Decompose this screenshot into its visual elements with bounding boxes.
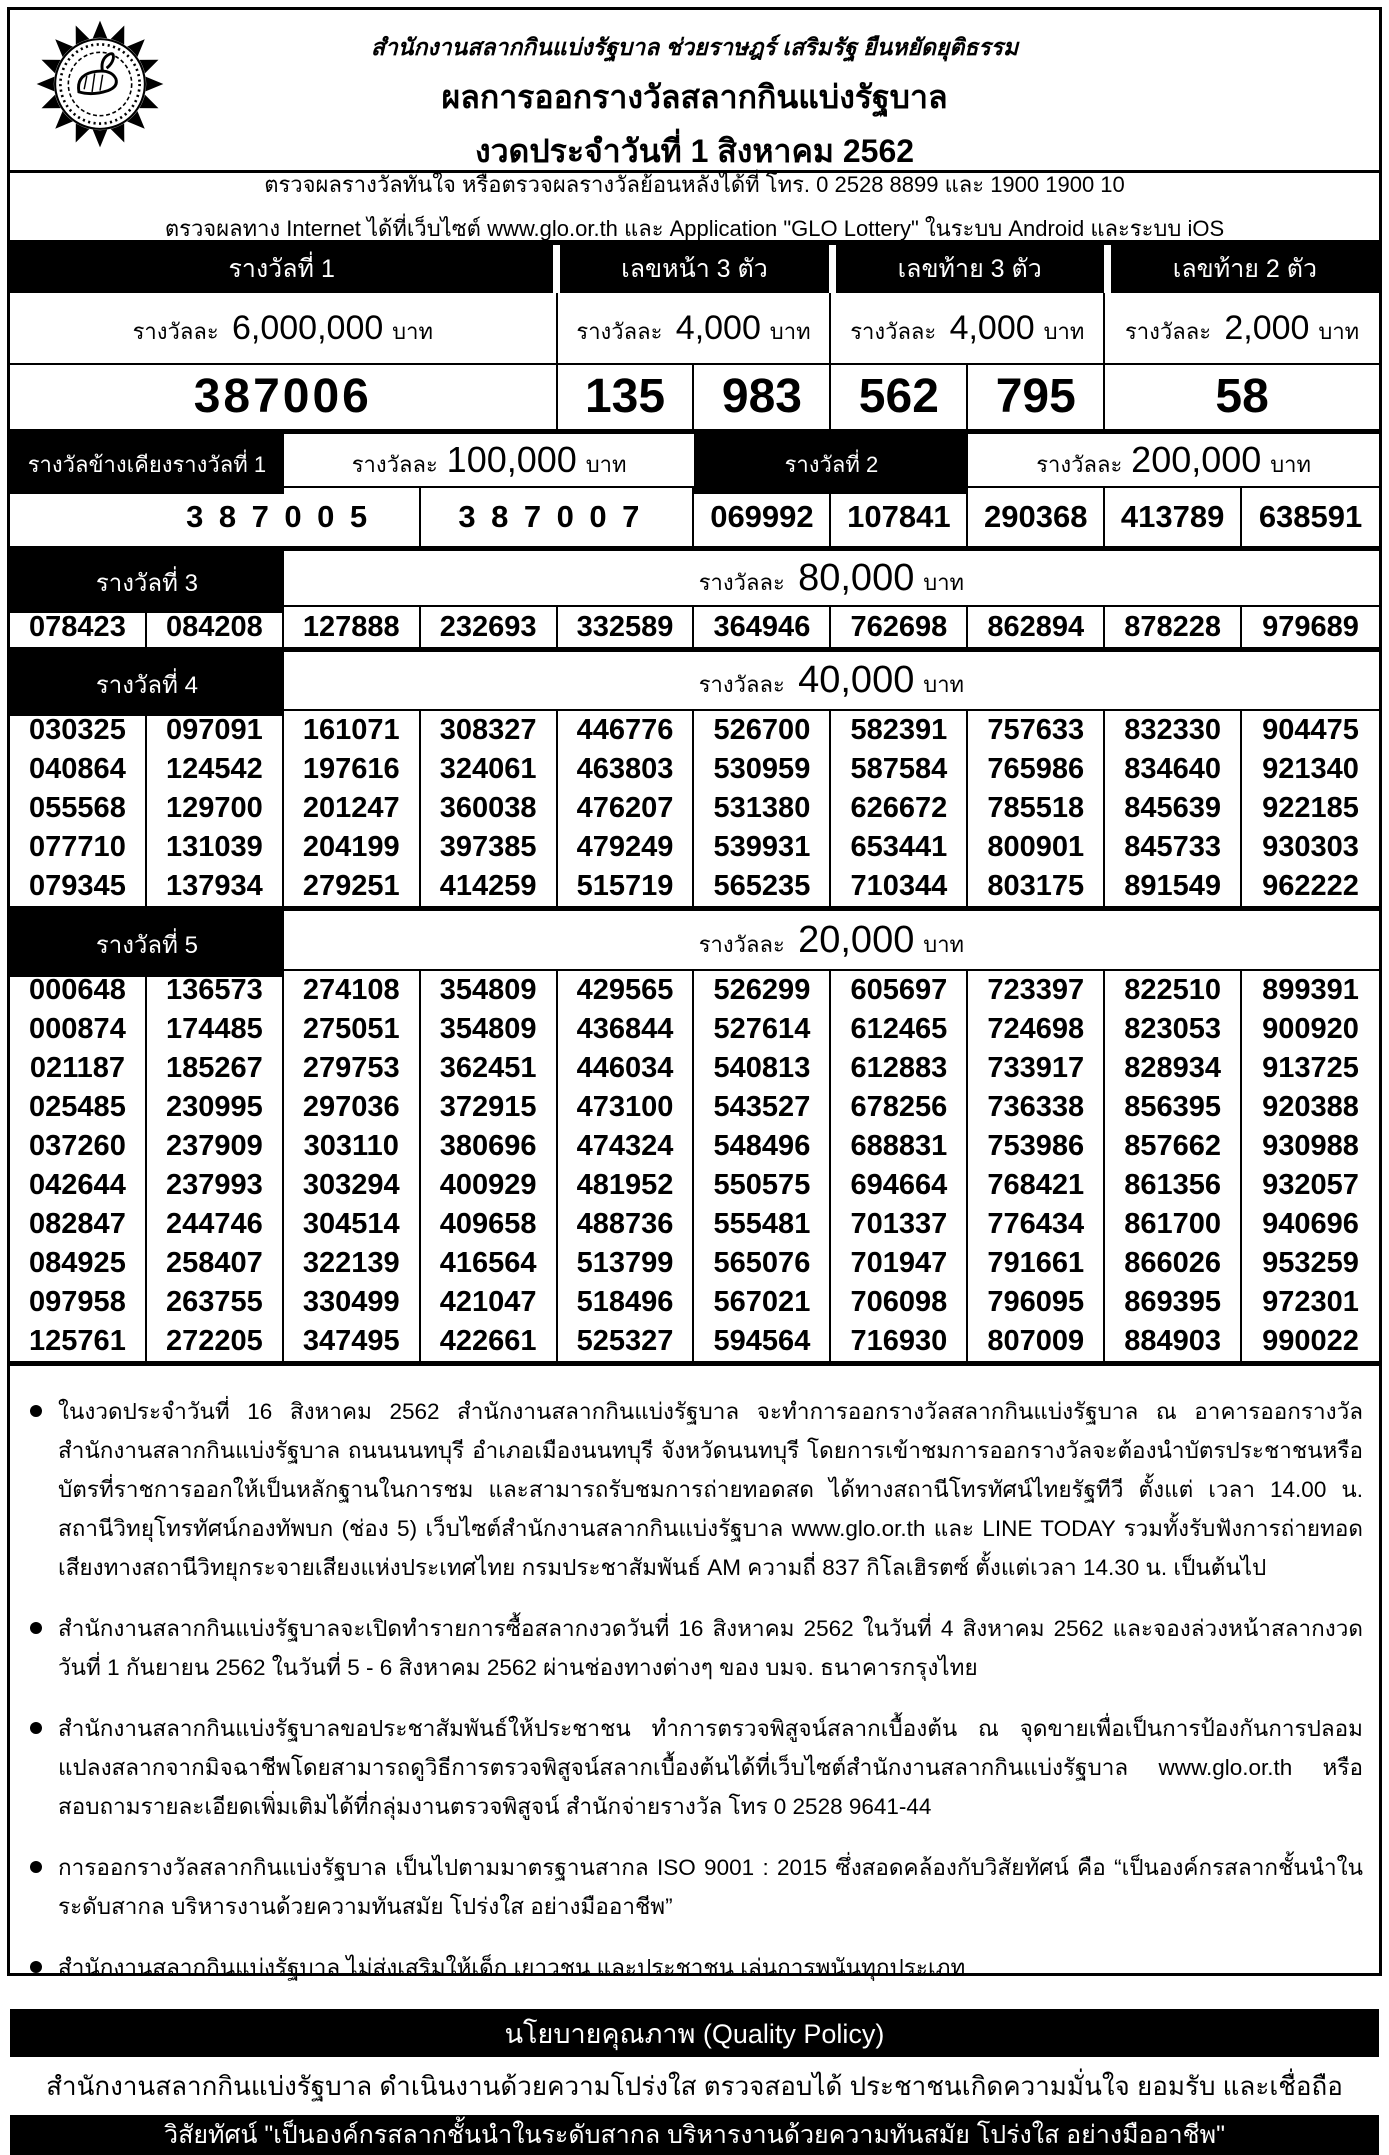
prize5-number: 694664 [831,1166,968,1205]
prize5-number: 723397 [968,971,1105,1010]
prize4-number: 710344 [831,867,968,906]
prize4-number: 921340 [1262,753,1359,785]
prize5-number: 543527 [694,1088,831,1127]
prize5-number: 125761 [10,1322,147,1361]
prize4-number: 463803 [558,750,695,789]
prize4-number: 832330 [1105,711,1242,750]
prize1-number: 387006 [10,365,558,429]
prize4-number: 446776 [558,711,695,750]
prize5-number: 354809 [421,971,558,1010]
prize4-number: 197616 [284,750,421,789]
prize5-number: 565076 [694,1244,831,1283]
prize5-number: 400929 [421,1166,558,1205]
prize5-number: 678256 [831,1088,968,1127]
quality-policy-text: สำนักงานสลากกินแบ่งรัฐบาล ดำเนินงานด้วยความโปร่งใส ตรวจสอบได้ ประชาชนเกิดความมั่นใจ ยอมรับ และเชื่อถือ [46,2070,1343,2101]
prize5-number: 097958 [10,1283,147,1322]
prize4-number: 757633 [968,711,1105,750]
prize5-number: 884903 [1105,1322,1242,1361]
prize4-number: 891549 [1105,867,1242,906]
note-paragraph [28,1392,1363,1587]
prize5-number: 330499 [284,1283,421,1322]
prize5-number: 796095 [968,1283,1105,1322]
prize5-number: 303294 [284,1166,421,1205]
prize5-number: 932057 [1262,1169,1359,1201]
vision-statement-bar: วิสัยทัศน์ "เป็นองค์กรสลากชั้นนำในระดับสากล บริหารงานด้วยความทันสมัย โปร่งใส อย่างมืออาชีพ" [10,2115,1379,2155]
prize4-number: 055568 [10,789,147,828]
prize5-number: 753986 [968,1127,1105,1166]
prize5-number: 275051 [284,1010,421,1049]
note-paragraph [28,1709,1363,1826]
prize5-number: 488736 [558,1205,695,1244]
prize5-number: 940696 [1262,1208,1359,1240]
prize5-number: 429565 [558,971,695,1010]
prize3-number: 232693 [421,607,558,647]
prize5-number: 354809 [421,1010,558,1049]
prize4-number: 161071 [284,711,421,750]
side-band-numbers [10,488,1379,551]
prize5-number: 436844 [558,1010,695,1049]
prize5-number: 857662 [1105,1127,1242,1166]
prize5-number: 258407 [147,1244,284,1283]
prize5-number: 237993 [147,1166,284,1205]
prize5-number: 021187 [10,1049,147,1088]
prize5-number: 272205 [147,1322,284,1361]
note-paragraph [28,1848,1363,1926]
first-band-amounts [10,293,1379,365]
note-text: ในงวดประจำวันที่ 16 สิงหาคม 2562 สำนักงานสลากกินแบ่งรัฐบาล จะทำการออกรางวัลสลากกินแบ่งรัฐบาล ณ อาคารออกรางวัล สำนักงานสลากกินแบ่งรัฐบาล ถนนนนทบุรี อำเภอเมืองนนทบุรี จังหวัดนนทบุรี โดยการเข้าชมการออกรางวัลจะต้องนำบัตรประชาชนหรือบัตรที่ราชการออกให้เป็นหลักฐานในการชม และสามารถรับชมการถ่ายทอดสด ได้ทางสถานีโทรทัศน์ไทยรัฐทีวี ตั้งแต่ เวลา 14.00 น. สถานีวิทยุโทรทัศน์กองทัพบก (ช่อง 5) เว็บไซต์สำนักงานสลากกินแบ่งรัฐบาล www.glo.or.th และ LINE TODAY รวมทั้งรับฟังการถ่ายทอดเสียงทางสถานีวิทยุกระจายเสียงแห่งประเทศไทย กรมประชาสัมพันธ์ AM ความถี่ 837 กิโลเฮิรตซ์ ตั้งแต่เวลา 14.30 น. เป็นต้นไป [58,1399,1363,1580]
sheet-frame [7,7,1382,2149]
prize4-number: 040864 [10,750,147,789]
adjacent-number-1: 387005 [10,488,421,546]
last2-label: เลขท้าย 2 ตัว [1111,245,1379,293]
prize5-number: 567021 [694,1283,831,1322]
prize5-number: 481952 [558,1166,695,1205]
prize4-number: 204199 [284,828,421,867]
contact-internet-line: ตรวจผลทาง Internet ได้ที่เว็บไซต์ www.glo.or.th และ Application "GLO Lottery" ในระบบ Android และระบบ iOS [164,216,1225,241]
prize5-number: 548496 [694,1127,831,1166]
first-band-headers [10,245,1379,293]
prize3-number: 364946 [694,607,831,647]
prize4-numbers [10,711,1379,911]
prize5-number: 518496 [558,1283,695,1322]
prize4-number: 526700 [694,711,831,750]
prize3-header [10,551,1379,607]
prize5-header [10,911,1379,971]
prize5-numbers [10,971,1379,1366]
prize5-number: 869395 [1105,1283,1242,1322]
prize5-number: 474324 [558,1127,695,1166]
prize5-number: 416564 [421,1244,558,1283]
prize5-number: 084925 [10,1244,147,1283]
prize5-number: 473100 [558,1088,695,1127]
prize4-number: 079345 [10,867,147,906]
prize4-number: 587584 [831,750,968,789]
prize5-number: 688831 [831,1127,968,1166]
prize4-number: 785518 [968,789,1105,828]
prize2-number: 638591 [1258,499,1363,534]
contact-info [10,173,1379,245]
front3-label: เลขหน้า 3 ตัว [560,245,828,293]
prize5-number: 446034 [558,1049,695,1088]
prize4-number: 129700 [147,789,284,828]
prize4-number: 414259 [421,867,558,906]
prize5-number: 082847 [10,1205,147,1244]
prize5-amount: รางวัลละ 20,000 บาท [698,919,965,961]
prize5-number: 237909 [147,1127,284,1166]
prize5-number: 322139 [284,1244,421,1283]
prize4-number: 308327 [421,711,558,750]
adjacent-prize-amount: รางวัลละ 100,000 บาท [351,439,627,480]
prize4-header [10,652,1379,711]
prize3-number: 084208 [147,607,284,647]
last3-number-1: 562 [831,365,968,429]
prize5-number: 540813 [694,1049,831,1088]
note-text: สำนักงานสลากกินแบ่งรัฐบาลจะเปิดทำรายการซื้อสลากงวดวันที่ 16 สิงหาคม 2562 ในวันที่ 4 สิงหาคม 2562 และจองล่วงหน้าสลากงวดวันที่ 1 กันยายน 2562 ในวันที่ 5 - 6 สิงหาคม 2562 ผ่านช่องทางต่างๆ ของ บมจ. ธนาคารกรุงไทย [58,1616,1363,1680]
prize5-number: 263755 [147,1283,284,1322]
prize5-number: 362451 [421,1049,558,1088]
prize5-number: 594564 [694,1322,831,1361]
prize5-number: 174485 [147,1010,284,1049]
prize3-numbers [10,607,1379,652]
prize5-number: 230995 [147,1088,284,1127]
prize1-amount: รางวัลละ 6,000,000 บาท [10,293,558,370]
front3-number-2: 983 [694,365,831,429]
prize5-number: 913725 [1262,1052,1359,1084]
prize5-number: 823053 [1105,1010,1242,1049]
prize4-number: 845639 [1105,789,1242,828]
prize2-number: 107841 [831,488,968,546]
prize4-number: 539931 [694,828,831,867]
front3-number-1: 135 [558,365,695,429]
prize4-number: 201247 [284,789,421,828]
note-paragraph [28,1948,1363,1987]
prize4-number: 077710 [10,828,147,867]
prize5-number: 185267 [147,1049,284,1088]
prize5-number: 525327 [558,1322,695,1361]
note-paragraph [28,1609,1363,1687]
announcement-notes [10,1366,1379,2009]
prize4-number: 922185 [1262,792,1359,824]
prize2-number: 069992 [694,488,831,546]
prize3-number: 078423 [10,607,147,647]
prize5-number: 920388 [1262,1091,1359,1123]
prize4-number: 800901 [968,828,1105,867]
prize2-label: รางวัลที่ 2 [694,434,968,494]
adjacent-prize-label: รางวัลข้างเคียงรางวัลที่ 1 [10,434,284,494]
prize5-number: 612883 [831,1049,968,1088]
side-band-headers [10,434,1379,488]
prize5-number: 828934 [1105,1049,1242,1088]
prize4-number: 131039 [147,828,284,867]
prize4-number: 626672 [831,789,968,828]
bullet-icon [30,1405,42,1417]
prize5-number: 555481 [694,1205,831,1244]
prize5-number: 972301 [1262,1286,1359,1318]
prize5-number: 706098 [831,1283,968,1322]
prize5-number: 953259 [1262,1247,1359,1279]
note-text: การออกรางวัลสลากกินแบ่งรัฐบาล เป็นไปตามมาตรฐานสากล ISO 9001 : 2015 ซึ่งสอดคล้องกับวิสัยทัศน์ คือ “เป็นองค์กรสลากชั้นนำในระดับสากล บริหารงานด้วยความทันสมัย โปร่งใส อย่างมืออาชีพ” [58,1855,1363,1919]
masthead [10,10,1379,173]
prize5-number: 297036 [284,1088,421,1127]
prize5-number: 768421 [968,1166,1105,1205]
prize3-number: 862894 [968,607,1105,647]
prize5-number: 716930 [831,1322,968,1361]
prize4-number: 360038 [421,789,558,828]
prize4-number: 324061 [421,750,558,789]
last3-amount: รางวัลละ 4,000 บาท [831,293,1105,370]
prize3-number: 878228 [1105,607,1242,647]
prize4-number: 397385 [421,828,558,867]
prize3-number: 762698 [831,607,968,647]
prize3-number: 332589 [558,607,695,647]
prize4-amount: รางวัลละ 40,000 บาท [698,659,965,701]
prize5-number: 861356 [1105,1166,1242,1205]
last3-number-2: 795 [968,365,1105,429]
prize5-number: 025485 [10,1088,147,1127]
draw-date: งวดประจำวันที่ 1 สิงหาคม 2562 [474,133,915,169]
prize4-number: 834640 [1105,750,1242,789]
prize2-number: 290368 [968,488,1105,546]
prize5-number: 042644 [10,1166,147,1205]
prize5-number: 550575 [694,1166,831,1205]
prize4-number: 582391 [831,711,968,750]
bullet-icon [30,1722,42,1734]
prize4-number: 803175 [968,867,1105,906]
last2-amount: รางวัลละ 2,000 บาท [1124,309,1360,347]
prize5-number: 724698 [968,1010,1105,1049]
front3-amount: รางวัลละ 4,000 บาท [558,293,832,370]
prize4-number: 765986 [968,750,1105,789]
prize5-number: 701947 [831,1244,968,1283]
bullet-icon [30,1861,42,1873]
prize5-number: 807009 [968,1322,1105,1361]
prize5-number: 900920 [1262,1013,1359,1045]
prize4-number: 904475 [1262,714,1359,746]
prize4-number: 845733 [1105,828,1242,867]
prize5-number: 612465 [831,1010,968,1049]
prize5-number: 856395 [1105,1088,1242,1127]
prize5-number: 421047 [421,1283,558,1322]
adjacent-number-2: 387007 [421,488,695,546]
page-title: ผลการออกรางวัลสลากกินแบ่งรัฐบาล [441,79,948,115]
prize4-number: 476207 [558,789,695,828]
prize3-amount: รางวัลละ 80,000 บาท [698,557,965,599]
prize4-number: 124542 [147,750,284,789]
prize5-number: 513799 [558,1244,695,1283]
prize3-number: 127888 [284,607,421,647]
prize5-number: 136573 [147,971,284,1010]
prize4-number: 930303 [1262,831,1359,863]
prize5-number: 776434 [968,1205,1105,1244]
prize5-number: 701337 [831,1205,968,1244]
prize3-label: รางวัลที่ 3 [10,551,284,613]
note-text: สำนักงานสลากกินแบ่งรัฐบาลขอประชาสัมพันธ์ให้ประชาชน ทำการตรวจพิสูจน์สลากเบื้องต้น ณ จุดขายเพื่อเป็นการป้องกันการปลอมแปลงสลากจากมิจฉาชีพโดยสามารถดูวิธีการตรวจพิสูจน์สลากเบื้องต้นได้ที่เว็บไซต์สำนักงานสลากกินแบ่งรัฐบาล www.glo.or.th หรือสอบถามรายละเอียดเพิ่มเติมได้ที่กลุ่มงานตรวจพิสูจน์ สำนักจ่ายรางวัล โทร 0 2528 9641-44 [58,1716,1363,1819]
prize4-number: 515719 [558,867,695,906]
prize5-number: 526299 [694,971,831,1010]
prize5-number: 899391 [1262,974,1359,1006]
prize4-number: 479249 [558,828,695,867]
prize4-label: รางวัลที่ 4 [10,652,284,716]
prize5-number: 861700 [1105,1205,1242,1244]
prize5-number: 279753 [284,1049,421,1088]
prize5-number: 822510 [1105,971,1242,1010]
prize4-number: 653441 [831,828,968,867]
prize2-amount: รางวัลละ 200,000 บาท [1036,439,1312,480]
prize4-number: 565235 [694,867,831,906]
prize5-number: 409658 [421,1205,558,1244]
note-text: สำนักงานสลากกินแบ่งรัฐบาล ไม่ส่งเสริมให้เด็ก เยาวชน และประชาชน เล่นการพนันทุกประเภท [58,1955,966,1980]
bullet-icon [30,1622,42,1634]
prize4-number: 279251 [284,867,421,906]
prize5-number: 380696 [421,1127,558,1166]
prize5-number: 347495 [284,1322,421,1361]
last2-number: 58 [1215,370,1269,423]
prize5-number: 605697 [831,971,968,1010]
prize5-number: 274108 [284,971,421,1010]
prize5-number: 990022 [1262,1325,1359,1357]
prize5-number: 000874 [10,1010,147,1049]
first-band-numbers [10,365,1379,434]
prize5-number: 866026 [1105,1244,1242,1283]
quality-policy-bar: นโยบายคุณภาพ (Quality Policy) [10,2009,1379,2057]
prize4-number: 530959 [694,750,831,789]
prize1-label: รางวัลที่ 1 [10,245,553,293]
prize4-number: 962222 [1262,870,1359,902]
prize5-number: 791661 [968,1244,1105,1283]
prize4-number: 030325 [10,711,147,750]
agency-motto: สำนักงานสลากกินแบ่งรัฐบาล ช่วยราษฎร์ เสริมรัฐ ยืนหยัดยุติธรรม [370,34,1019,60]
contact-phone-line: ตรวจผลรางวัลทันใจ หรือตรวจผลรางวัลย้อนหลังได้ที่ โทร. 0 2528 8899 และ 1900 1900 10 [264,172,1125,197]
prize5-number: 733917 [968,1049,1105,1088]
prize5-number: 304514 [284,1205,421,1244]
prize4-number: 531380 [694,789,831,828]
prize5-number: 372915 [421,1088,558,1127]
prize5-number: 736338 [968,1088,1105,1127]
prize4-number: 097091 [147,711,284,750]
prize3-number: 979689 [1262,611,1359,643]
prize5-number: 930988 [1262,1130,1359,1162]
prize4-number: 137934 [147,867,284,906]
prize5-number: 244746 [147,1205,284,1244]
prize5-number: 037260 [10,1127,147,1166]
last3-label: เลขท้าย 3 ตัว [836,245,1104,293]
prize5-number: 527614 [694,1010,831,1049]
prize5-label: รางวัลที่ 5 [10,911,284,977]
bullet-icon [30,1961,42,1973]
prize5-number: 303110 [284,1127,421,1166]
prize2-number: 413789 [1105,488,1242,546]
prize5-number: 422661 [421,1322,558,1361]
prize5-number: 000648 [10,971,147,1010]
